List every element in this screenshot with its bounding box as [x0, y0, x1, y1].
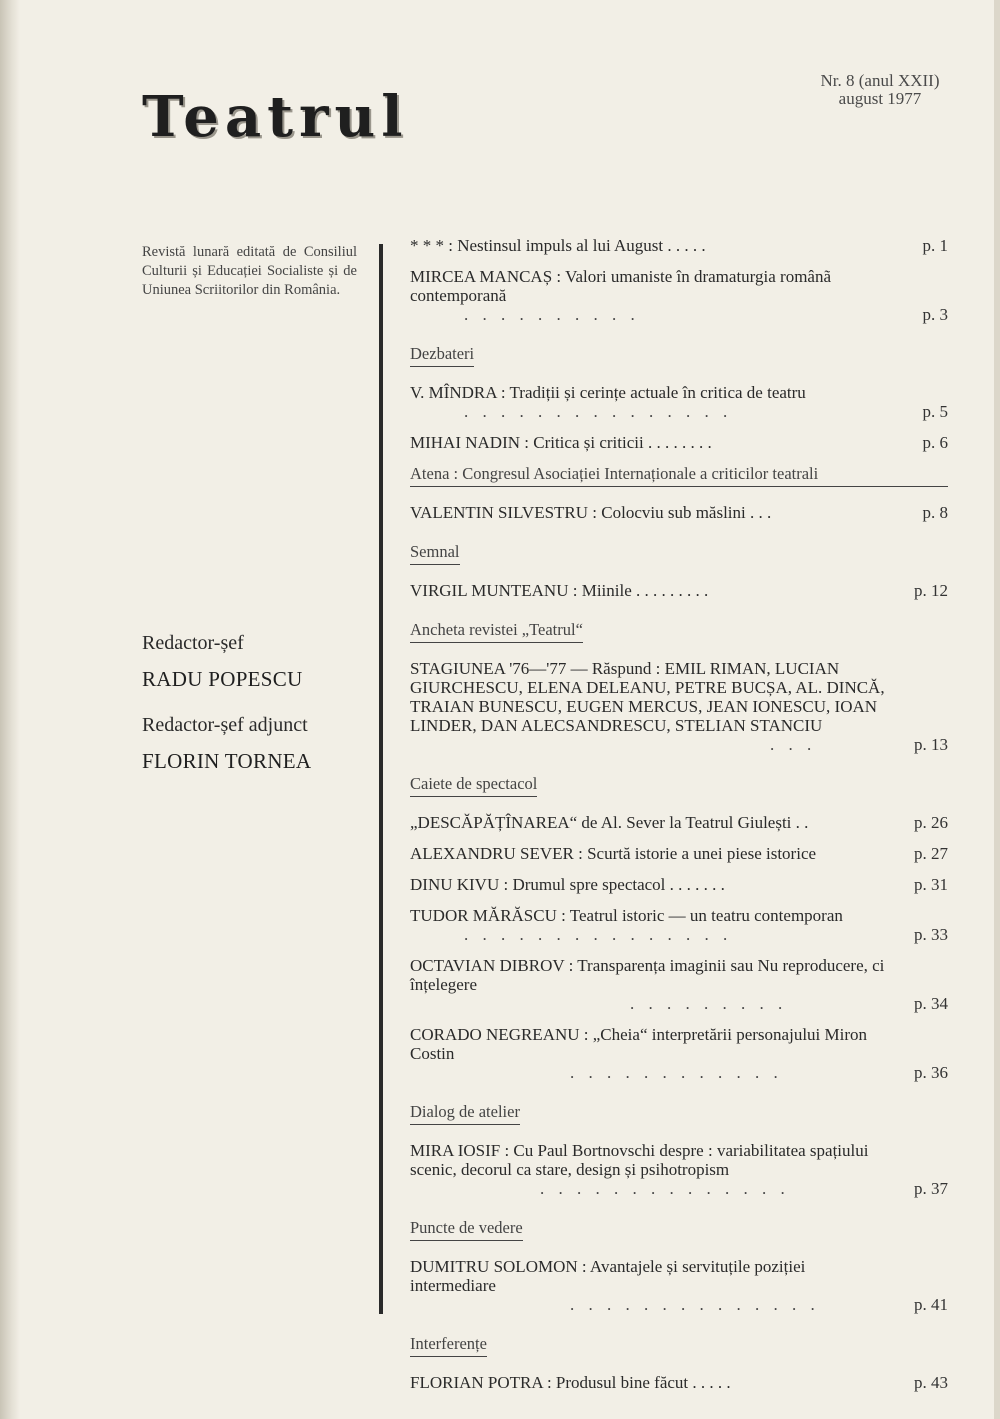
toc-entry: FLORIAN POTRA : Produsul bine făcut . . . . . p. 43 [410, 1373, 948, 1392]
toc-entry: * * * : Nestinsul impuls al lui August . . . . . p. 1 [410, 236, 948, 255]
section-heading: Caiete de spectacol [410, 774, 537, 797]
chief-editor-name: RADU POPESCU [142, 667, 303, 691]
page-ref: p. 6 [922, 433, 948, 452]
publisher-note: Revistă lunară editată de Consiliul Culturii și Educației Socialiste și de Uniunea Scriitorilor din România. [142, 244, 357, 298]
magazine-logo [142, 72, 502, 162]
section-heading: Puncte de vedere [410, 1218, 523, 1241]
page-ref: p. 12 [914, 581, 948, 600]
toc-entry: TUDOR MĂRĂSCU : Teatrul istoric — un teatru contemporan . . . . . . . . . . . . . . . p. 33 [410, 906, 948, 944]
page-ref: p. 13 [914, 735, 948, 754]
chief-editor-role: Redactor-șef [142, 632, 244, 654]
page-spine-shadow [0, 0, 20, 1419]
toc-entry: DINU KIVU : Drumul spre spectacol . . . . . . . p. 31 [410, 875, 948, 894]
toc-entry: DUMITRU SOLOMON : Avantajele și servituțile poziției intermediare . . . . . . . . . . . . . . p. 41 [410, 1257, 948, 1314]
toc-entry: STAGIUNEA '76—'77 — Răspund : EMIL RIMAN, LUCIAN GIURCHESCU, ELENA DELEANU, PETRE BUCȘA, AL. DINCĂ, TRAIAN BUNESCU, EUGEN MERCUS, JEAN IONESCU, IOAN LINDER, DAN ALECSANDRESCU, STELIAN STANCIU . . . p. 13 [410, 659, 948, 754]
toc-entry: ALEXANDRU SEVER : Scurtă istorie a unei piese istorice p. 27 [410, 844, 948, 863]
section-heading: Atena : Congresul Asociației Internaționale a criticilor teatrali [410, 464, 948, 487]
toc-entry: MIRCEA MANCAȘ : Valori umaniste în dramaturgia românã contemporană . . . . . . . . . . p. 3 [410, 267, 948, 324]
page-edge [994, 0, 1000, 1419]
page-ref: p. 26 [914, 813, 948, 832]
toc-entry: „DESCĂPĂȚÎNAREA“ de Al. Sever la Teatrul Giulești . . p. 26 [410, 813, 948, 832]
deputy-editor-name: FLORIN TORNEA [142, 749, 312, 773]
section-heading: Interferențe [410, 1334, 487, 1357]
table-of-contents [410, 236, 948, 1404]
column-divider [379, 244, 383, 1314]
page-ref: p. 31 [914, 875, 948, 894]
page-ref: p. 5 [922, 402, 948, 421]
page-ref: p. 34 [914, 994, 948, 1013]
toc-entry: MIHAI NADIN : Critica și criticii . . . . . . . . p. 6 [410, 433, 948, 452]
toc-entry: MIRA IOSIF : Cu Paul Bortnovschi despre : variabilitatea spațiului scenic, decorul ca stare, design și psihotropism . . . . . . . . . . . . . . p. 37 [410, 1141, 948, 1198]
page-ref: p. 36 [914, 1063, 948, 1082]
page-ref: p. 43 [914, 1373, 948, 1392]
page-ref: p. 8 [922, 503, 948, 522]
section-heading: Dezbateri [410, 344, 474, 367]
deputy-editor-role: Redactor-șef adjunct [142, 714, 308, 736]
editorial-staff [142, 630, 372, 794]
page-ref: p. 37 [914, 1179, 948, 1198]
page-ref: p. 27 [914, 844, 948, 863]
toc-entry: CORADO NEGREANU : „Cheia“ interpretării personajului Miron Costin . . . . . . . . . . . . p. 36 [410, 1025, 948, 1082]
logo-text: Teatrul [142, 84, 409, 150]
page-ref: p. 33 [914, 925, 948, 944]
toc-entry: V. MÎNDRA : Tradiții și cerințe actuale în critica de teatru . . . . . . . . . . . . . . . p. 5 [410, 383, 948, 421]
section-heading: Semnal [410, 542, 460, 565]
issue-info [790, 72, 970, 108]
issue-date: august 1977 [838, 89, 922, 108]
page-ref: p. 3 [922, 305, 948, 324]
toc-entry: OCTAVIAN DIBROV : Transparența imaginii sau Nu reproducere, ci înțelegere . . . . . . . . . p. 34 [410, 956, 948, 1013]
page-ref: p. 1 [922, 236, 948, 255]
toc-entry: VALENTIN SILVESTRU : Colocviu sub măslini . . . p. 8 [410, 503, 948, 522]
page-ref: p. 41 [914, 1295, 948, 1314]
section-heading: Ancheta revistei „Teatrul“ [410, 620, 583, 643]
section-heading: Dialog de atelier [410, 1102, 520, 1125]
toc-entry: VIRGIL MUNTEANU : Miinile . . . . . . . . . p. 12 [410, 581, 948, 600]
issue-number: Nr. 8 (anul XXII) [820, 71, 940, 90]
